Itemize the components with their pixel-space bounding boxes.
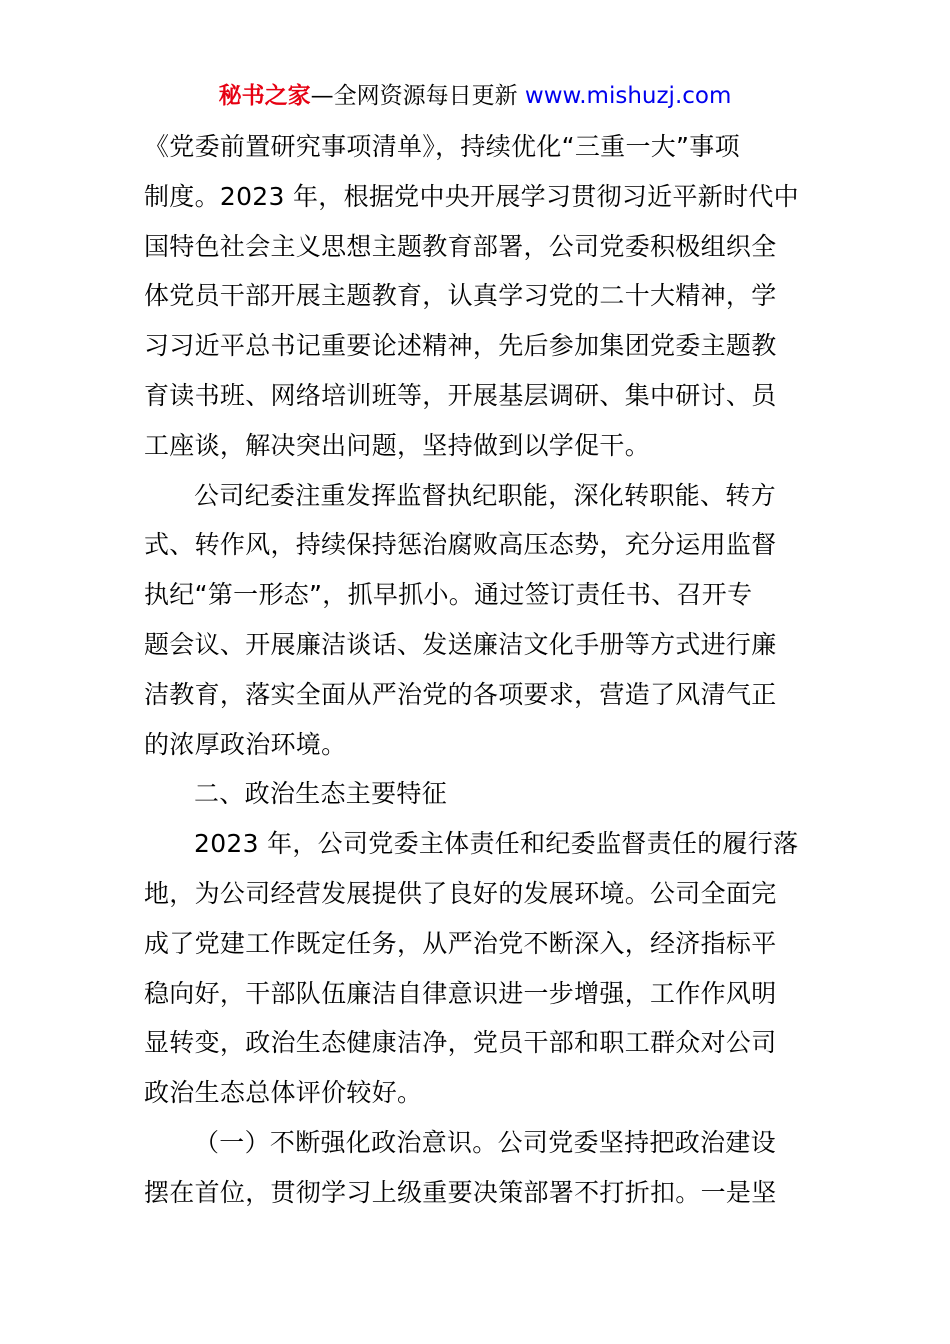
- site-header: [0, 80, 950, 112]
- document-body: [144, 122, 809, 1218]
- site-url-link[interactable]: www.mishuzj.com: [524, 83, 732, 109]
- header-tagline: —全网资源每日更新: [310, 83, 525, 109]
- text-line: 地，为公司经营发展提供了良好的发展环境。公司全面完: [144, 878, 777, 908]
- paragraph-start-line: 公司纪委注重发挥监督执纪职能，深化转职能、转方: [194, 480, 776, 510]
- text-line: 工座谈，解决突出问题，坚持做到以学促干。: [144, 430, 651, 460]
- text-line: 执纪“第一形态”，抓早抓小。通过签订责任书、召开专: [144, 580, 753, 610]
- text-line: 摆在首位，贯彻学习上级重要决策部署不打折扣。一是坚: [144, 1177, 777, 1207]
- text-line: 显转变，政治生态健康洁净，党员干部和职工群众对公司: [144, 1028, 777, 1058]
- section-heading: 二、政治生态主要特征: [194, 779, 448, 809]
- brand-name: 秘书之家: [218, 83, 311, 109]
- text-line: 稳向好，干部队伍廉洁自律意识进一步增强，工作作风明: [144, 978, 777, 1008]
- text-line: 育读书班、网络培训班等，开展基层调研、集中研讨、员: [144, 380, 777, 410]
- text-line: 成了党建工作既定任务，从严治党不断深入，经济指标平: [144, 928, 777, 958]
- paragraph-start-line: （一）不断强化政治意识。公司党委坚持把政治建设: [194, 1127, 776, 1157]
- text-line: 的浓厚政治环境。: [144, 729, 347, 759]
- text-line: 习习近平总书记重要论述精神，先后参加集团党委主题教: [144, 331, 777, 361]
- text-line: 《党委前置研究事项清单》，持续优化“三重一大”事项: [144, 132, 740, 161]
- text-line: 国特色社会主义思想主题教育部署，公司党委积极组织全: [144, 231, 777, 261]
- text-line: 洁教育，落实全面从严治党的各项要求，营造了风清气正: [144, 679, 777, 709]
- text-line: 题会议、开展廉洁谈话、发送廉洁文化手册等方式进行廉: [144, 629, 777, 659]
- paragraph-start-line: 2023 年，公司党委主体责任和纪委监督责任的履行落: [194, 829, 799, 859]
- text-line: 政治生态总体评价较好。: [144, 1078, 423, 1108]
- text-line: 体党员干部开展主题教育，认真学习党的二十大精神，学: [144, 281, 777, 311]
- text-line: 制度。2023 年，根据党中央开展学习贯彻习近平新时代中: [144, 181, 799, 211]
- text-line: 式、转作风，持续保持惩治腐败高压态势，充分运用监督: [144, 530, 777, 560]
